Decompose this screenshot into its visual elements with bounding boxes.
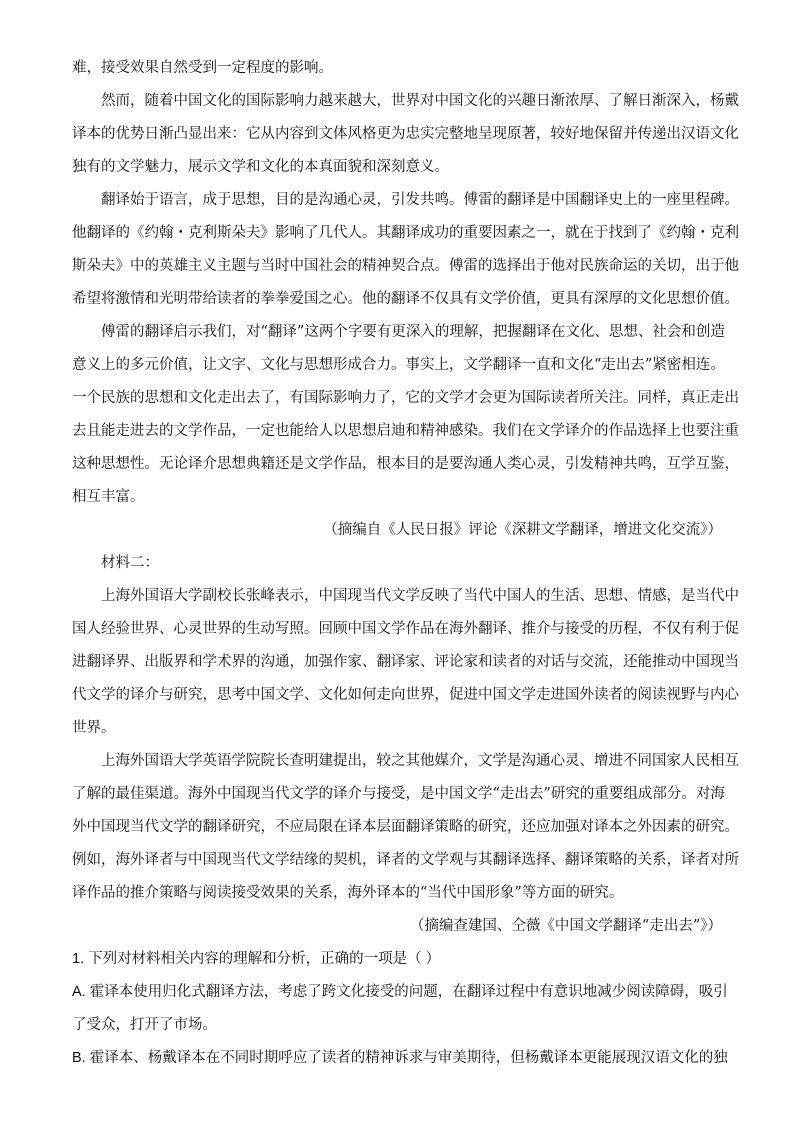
source-citation-two: （摘编查建国、仝薇《中国文学翻译“走出去”》）: [409, 918, 722, 934]
paragraph-inspire-line: 去且能走进去的文学作品，一定也能给人以思想启迪和精神感染。我们在文学译介的作品选择上也要注重: [72, 423, 739, 439]
paragraph-zha-line: 外中国现当代文学的翻译研究，不应局限在译本层面翻译策略的研究，还应加强对译本之外因素的研究。: [72, 819, 739, 835]
paragraph-zha-line: 译作品的推介策略与阅读接受效果的关系，海外译本的“当代中国形象”等方面的研究。: [72, 885, 624, 901]
paragraph-intro-line: 难，接受效果自然受到一定程度的影响。: [72, 60, 333, 76]
paragraph-inspire-line: 相互丰富。: [72, 489, 145, 505]
paragraph-zhang-line: 国人经验世界、心灵世界的生动写照。回顾中国文学作品在海外翻译、推介与接受的历程，不仅有利于促: [72, 621, 739, 637]
paragraph-yang-line: 独有的文学魅力，展示文学和文化的本真面貌和深刻意义。: [72, 159, 449, 175]
paragraph-fulei-line: 希望将激情和光明带给读者的拳拳爱国之心。他的翻译不仅具有文学价值，更具有深厚的文化思想价值。: [72, 291, 739, 307]
paragraph-yang-line: 然而，随着中国文化的国际影响力越来越大，世界对中国文化的兴趣日渐浓厚、了解日渐深入，杨戴: [101, 93, 739, 109]
option-a-line: 了受众，打开了市场。: [72, 1017, 217, 1033]
paragraph-inspire-line: 傅雷的翻译启示我们，对“翻译”这两个字要有更深入的理解，把握翻译在文化、思想、社会和创造: [101, 324, 725, 340]
paragraph-zha-line: 例如，海外译者与中国现当代文学结缘的契机，译者的文学观与其翻译选择、翻译策略的关系，译者对所: [72, 852, 739, 868]
paragraph-zhang-line: 上海外国语大学副校长张峰表示，中国现当代文学反映了当代中国人的生活、思想、情感，是当代中: [101, 588, 739, 604]
paragraph-inspire-line: 一个民族的思想和文化走出去了，有国际影响力了，它的文学才会更为国际读者所关注。同样，真正走出: [72, 390, 739, 406]
paragraph-fulei-line: 他翻译的《约翰・克利斯朵夫》影响了几代人。其翻译成功的重要因素之一，就在于找到了《约翰・克利: [72, 225, 739, 241]
paragraph-zhang-line: 代文学的译介与研究，思考中国文学、文化如何走向世界，促进中国文学走进国外读者的阅读视野与内心: [72, 687, 739, 703]
material-two-label: 材料二：: [101, 555, 159, 571]
paragraph-zha-line: 了解的最佳渠道。海外中国现当代文学的译介与接受，是中国文学“走出去”研究的重要组成部分。对海: [72, 786, 725, 802]
source-citation-one: （摘编自《人民日报》评论《深耕文学翻译，增进文化交流》）: [323, 522, 722, 538]
paragraph-zha-line: 上海外国语大学英语学院院长查明建提出，较之其他媒介，文学是沟通心灵、增进不同国家人民相互: [101, 753, 739, 769]
passage-column: [72, 58, 739, 1069]
paragraph-fulei-line: 翻译始于语言，成于思想，目的是沟通心灵，引发共鸣。傅雷的翻译是中国翻译史上的一座里程碑。: [101, 192, 739, 208]
paragraph-zhang-line: 进翻译界、出版界和学术界的沟通，加强作家、翻译家、评论家和读者的对话与交流，还能推动中国现当: [72, 654, 739, 670]
option-b-line: B. 霍译本、杨戴译本在不同时期呼应了读者的精神诉求与审美期待，但杨戴译本更能展现汉语文化的独: [72, 1050, 728, 1066]
paragraph-inspire-line: 意义上的多元价值，让文字、文化与思想形成合力。事实上，文学翻译一直和文化“走出去”紧密相连。: [72, 357, 725, 373]
paragraph-inspire-line: 这种思想性。无论译介思想典籍还是文学作品，根本目的是要沟通人类心灵，引发精神共鸣，互学互鉴，: [72, 456, 739, 472]
paragraph-fulei-line: 斯朵夫》中的英雄主义主题与当时中国社会的精神契合点。傅雷的选择出于他对民族命运的关切，出于他: [72, 258, 739, 274]
paragraph-yang-line: 译本的优势日渐凸显出来：它从内容到文体风格更为忠实完整地呈现原著，较好地保留并传递出汉语文化: [72, 126, 739, 142]
option-a-line: A. 霍译本使用归化式翻译方法，考虑了跨文化接受的问题，在翻译过程中有意识地减少阅读障碍，吸引: [72, 984, 728, 1000]
paragraph-zhang-line: 世界。: [72, 720, 116, 736]
question-stem: 1. 下列对材料相关内容的理解和分析，正确的一项是（ ）: [72, 951, 441, 967]
